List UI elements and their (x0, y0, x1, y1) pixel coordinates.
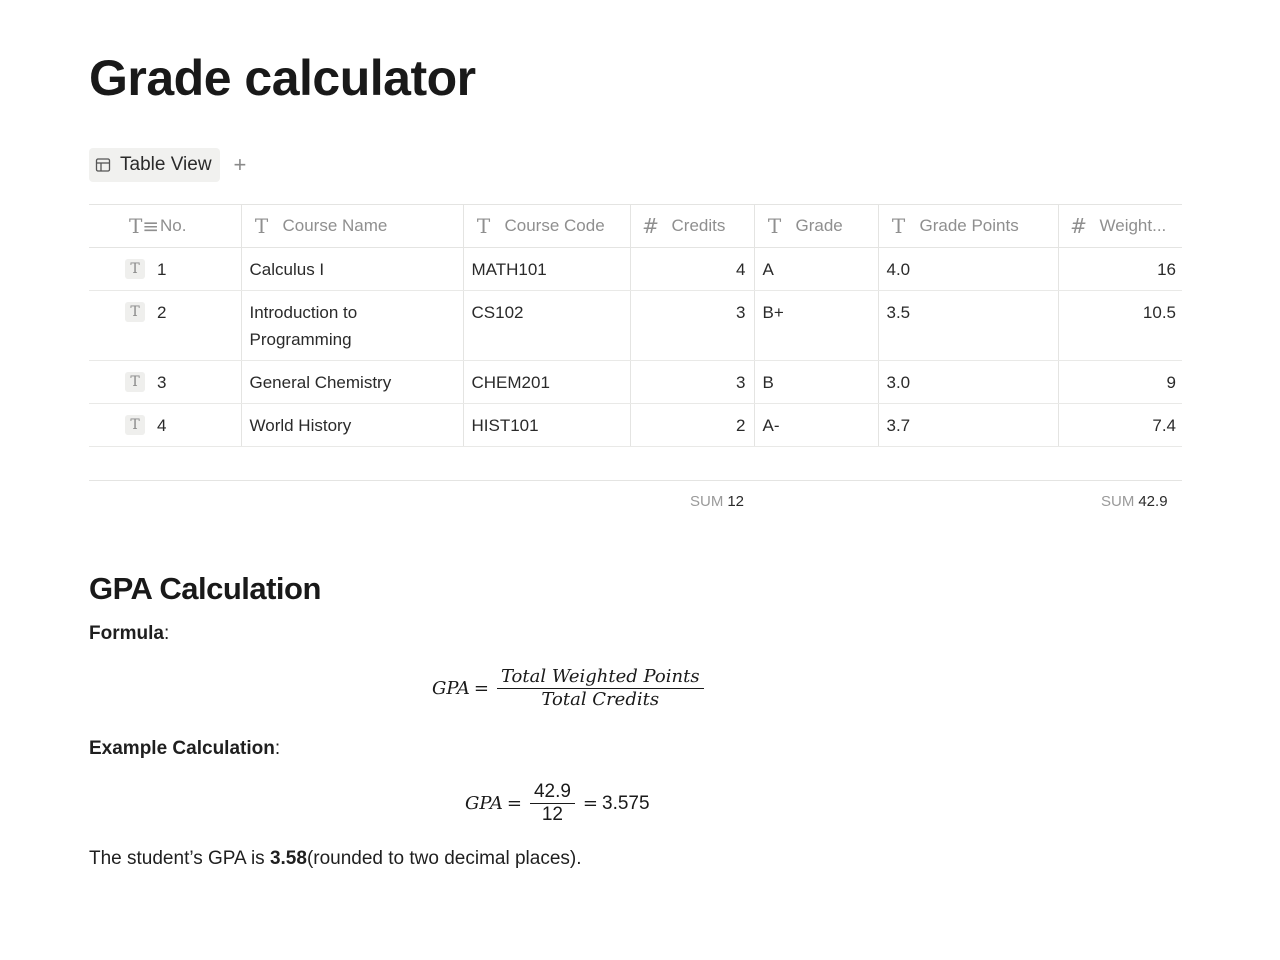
text-type-icon: T (125, 302, 145, 322)
sum-label: SUM (690, 493, 724, 510)
cell-course-name[interactable]: Calculus I (241, 248, 463, 291)
text-icon: T (891, 214, 906, 238)
cell-weighted[interactable]: 9 (1058, 361, 1182, 404)
grades-table (89, 204, 1182, 447)
formula-lhs: GPA (432, 678, 470, 699)
gpa-heading[interactable]: GPA Calculation (89, 571, 321, 606)
table-view-icon (95, 157, 111, 173)
cell-credits[interactable]: 4 (630, 248, 754, 291)
cell-course-code[interactable]: CHEM201 (463, 361, 630, 404)
credits-sum[interactable] (690, 493, 744, 510)
cell-no[interactable]: T 4 (89, 404, 241, 447)
column-header-no[interactable]: T≡ No. (89, 205, 241, 248)
cell-no[interactable]: T 2 (89, 291, 241, 361)
text-type-icon: T (125, 372, 145, 392)
column-header-grade[interactable]: T Grade (754, 205, 878, 248)
example-result: 3.575 (602, 792, 650, 814)
example-equals: = (506, 793, 522, 814)
cell-course-name[interactable]: World History (241, 404, 463, 447)
example-label[interactable]: Example Calculation: (89, 738, 281, 759)
formula-label[interactable]: Formula: (89, 623, 170, 644)
table-totals-row (89, 480, 1182, 524)
table-header-row (89, 205, 1182, 248)
text-icon: T (767, 214, 782, 238)
text-icon: T (476, 214, 491, 238)
table-row[interactable] (89, 404, 1182, 447)
column-header-course-name[interactable]: T Course Name (241, 205, 463, 248)
cell-weighted[interactable]: 7.4 (1058, 404, 1182, 447)
cell-weighted[interactable]: 16 (1058, 248, 1182, 291)
cell-credits[interactable]: 2 (630, 404, 754, 447)
cell-grade[interactable]: A (754, 248, 878, 291)
table-row[interactable] (89, 291, 1182, 361)
gpa-value: 3.58 (269, 848, 307, 869)
tab-table-view[interactable] (89, 148, 220, 182)
column-header-course-code[interactable]: T Course Code (463, 205, 630, 248)
example-numerator: 42.9 (530, 781, 575, 804)
page-title[interactable]: Grade calculator (89, 50, 476, 106)
sum-value: 12 (727, 493, 745, 510)
sum-value: 42.9 (1138, 493, 1168, 510)
cell-course-code[interactable]: HIST101 (463, 404, 630, 447)
text-icon: T (254, 214, 269, 238)
formula-equals: = (473, 678, 489, 699)
cell-credits[interactable]: 3 (630, 291, 754, 361)
table-row[interactable] (89, 361, 1182, 404)
cell-grade[interactable]: A- (754, 404, 878, 447)
text-type-icon: T (125, 259, 145, 279)
add-view-button[interactable]: + (233, 152, 247, 177)
example-lhs: GPA (465, 793, 503, 814)
cell-course-name[interactable]: Introduction to Programming (241, 291, 463, 361)
example-equals-2: = (582, 793, 599, 814)
cell-course-code[interactable]: CS102 (463, 291, 630, 361)
cell-course-name[interactable]: General Chemistry (241, 361, 463, 404)
gpa-formula (432, 666, 708, 711)
tab-label: Table View (120, 154, 212, 175)
cell-grade-points[interactable]: 3.0 (878, 361, 1058, 404)
cell-credits[interactable]: 3 (630, 361, 754, 404)
column-header-weighted[interactable]: # Weight... (1058, 205, 1182, 248)
formula-numerator: Total Weighted Points (497, 666, 704, 689)
weighted-sum[interactable] (1101, 493, 1168, 510)
cell-grade-points[interactable]: 3.7 (878, 404, 1058, 447)
column-header-credits[interactable]: # Credits (630, 205, 754, 248)
example-fraction (530, 781, 575, 826)
gpa-example (465, 781, 650, 826)
formula-fraction (497, 666, 704, 711)
text-type-icon: T (125, 415, 145, 435)
cell-weighted[interactable]: 10.5 (1058, 291, 1182, 361)
title-text-icon: T≡ (129, 214, 160, 238)
cell-grade-points[interactable]: 4.0 (878, 248, 1058, 291)
cell-grade[interactable]: B (754, 361, 878, 404)
number-icon: # (1070, 214, 1087, 238)
example-denominator: 12 (541, 804, 563, 825)
gpa-result-text[interactable]: The student’s GPA is 3.58(rounded to two decimal places). (89, 848, 582, 869)
sum-label: SUM (1101, 493, 1135, 510)
view-tabs-bar (89, 148, 246, 182)
cell-grade[interactable]: B+ (754, 291, 878, 361)
table-row[interactable] (89, 248, 1182, 291)
number-icon: # (642, 214, 659, 238)
cell-no[interactable]: T 1 (89, 248, 241, 291)
column-header-grade-points[interactable]: T Grade Points (878, 205, 1058, 248)
cell-grade-points[interactable]: 3.5 (878, 291, 1058, 361)
formula-denominator: Total Credits (541, 689, 660, 710)
cell-course-code[interactable]: MATH101 (463, 248, 630, 291)
cell-no[interactable]: T 3 (89, 361, 241, 404)
